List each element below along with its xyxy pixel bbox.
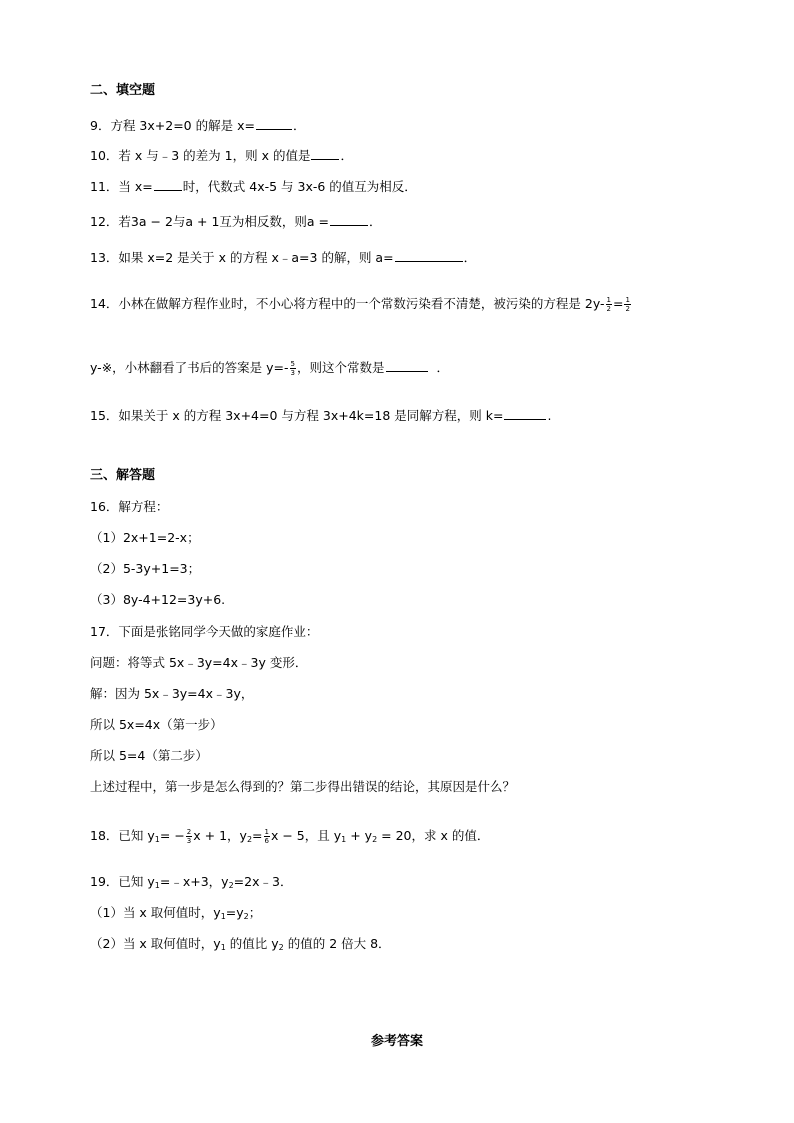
question-16-part-2: （2）5-3y+1=3； — [90, 561, 201, 576]
question-14-line-1: 14．小林在做解方程作业时，不小心将方程中的一个常数污染看不清楚，被污染的方程是 2y- $\frac{1}{2}$ = $\frac{1}{2}$ — [90, 296, 630, 313]
question-16-part-1: （1）2x+1=2-x； — [90, 530, 200, 545]
answer-blank — [504, 407, 546, 420]
answer-section-title: 参考答案 — [370, 1034, 423, 1049]
question-19-title: 19．已知 $y_1=﹣x+3$，$y_2=2x﹣3$． — [90, 874, 293, 890]
section-3-title: 三、解答题 — [90, 468, 156, 483]
question-9: 9．方程 3x+2=0 的解是 x= ． — [90, 118, 306, 133]
question-14-line-2: y-※，小林翻看了书后的答案是 y=- $\frac{5}{3}$ ，则这个常数是 ． — [90, 360, 450, 377]
question-19-part-1: （1）当 x 取何值时，$y_1=y_2$； — [90, 905, 262, 921]
question-11: 11．当 x= 时，代数式 4x-5 与 3x-6 的值互为相反． — [90, 179, 417, 194]
fraction: $\frac{5}{3}$ — [290, 360, 295, 377]
question-17-line-3: 所以 5x=4x（第一步） — [90, 717, 223, 732]
fraction: $\frac{1}{2}$ — [606, 296, 611, 313]
question-13: 13．如果 x=2 是关于 x 的方程 x﹣a=3 的解，则 a= ． — [90, 250, 477, 265]
answer-blank — [386, 359, 428, 372]
question-16-title: 16．解方程： — [90, 499, 169, 514]
question-17-line-2: 解：因为 5x﹣3y=4x﹣3y， — [90, 686, 254, 701]
question-15: 15．如果关于 x 的方程 3x+4=0 与方程 3x+4k=18 是同解方程，则 k= . — [90, 408, 552, 423]
question-16-part-3: （3）8y-4+12=3y+6. — [90, 592, 226, 607]
question-18: 18．已知 $y_1=$ − $\frac{2}{3}$ x + 1，$y_2=$ $\frac{1}{6}$ x − 5，且 $y_1 + y_2 = 20$，求 x 的值． — [90, 828, 490, 845]
question-17-line-1: 问题：将等式 5x﹣3y=4x﹣3y 变形． — [90, 655, 308, 670]
answer-blank — [395, 249, 463, 262]
question-10: 10．若 x 与﹣3 的差为 1，则 x 的值是 ． — [90, 148, 353, 163]
question-17-title: 17．下面是张铭同学今天做的家庭作业： — [90, 624, 319, 639]
fraction: $\frac{1}{6}$ — [264, 828, 269, 845]
fraction: $\frac{1}{2}$ — [625, 296, 630, 313]
section-2-title: 二、填空题 — [90, 83, 156, 98]
answer-blank — [311, 147, 339, 160]
answer-blank — [154, 178, 182, 191]
question-12: 12．若3a − 2与a + 1互为相反数，则a = ． — [90, 214, 382, 229]
question-17-line-5: 上述过程中，第一步是怎么得到的？第二步得出错误的结论，其原因是什么？ — [90, 779, 516, 794]
fraction: $\frac{2}{3}$ — [186, 828, 192, 845]
answer-blank — [256, 117, 292, 130]
answer-blank — [330, 213, 368, 226]
question-17-line-4: 所以 5=4（第二步） — [90, 748, 208, 763]
question-19-part-2: （2）当 x 取何值时，$y_1$ 的值比 $y_2$ 的值的 2 倍大 8． — [90, 936, 391, 952]
